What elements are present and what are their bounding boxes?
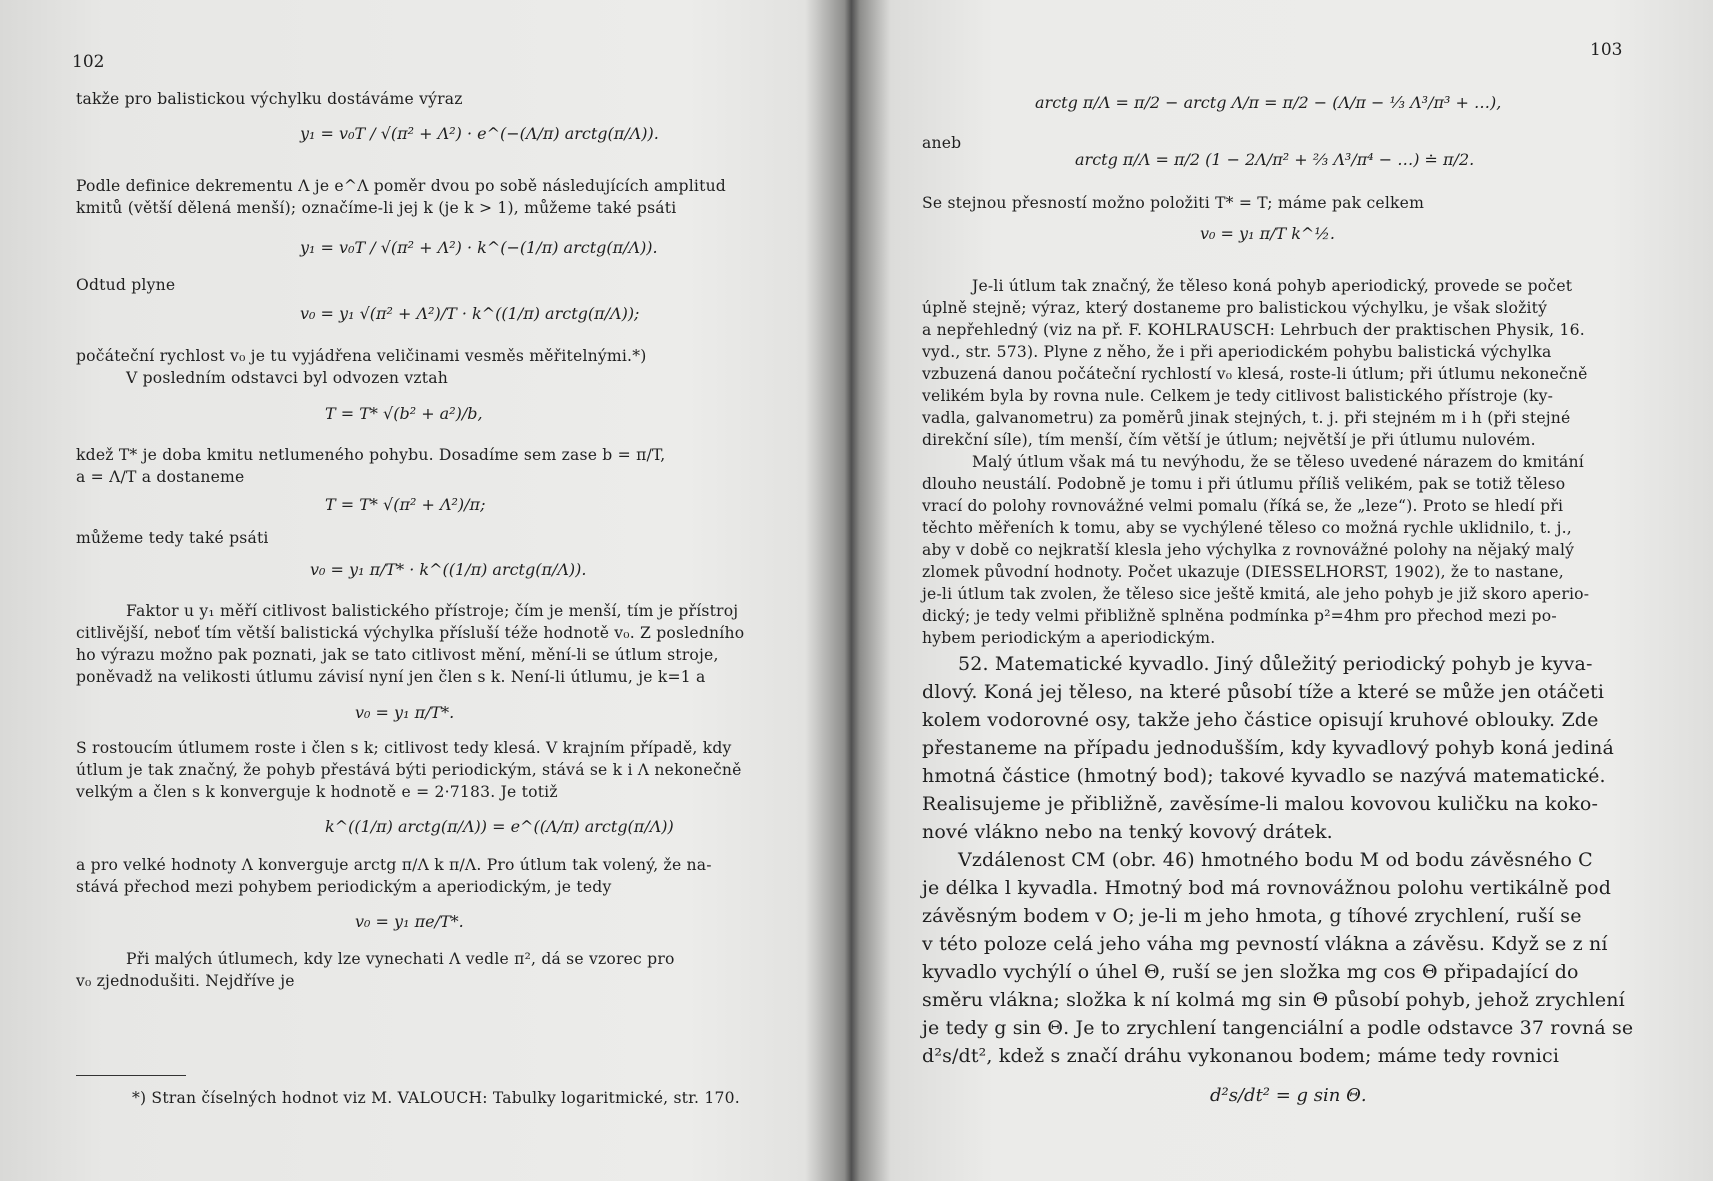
formula: arctg π/Λ = π/2 − arctg Λ/π = π/2 − (Λ/π − ⅓ Λ³/π³ + …),: [1035, 93, 1502, 112]
formula: d²s/dt² = g sin Θ.: [1210, 1085, 1367, 1106]
formula: v₀ = y₁ π/T k^½.: [1200, 224, 1335, 243]
text-line: úplně stejně; výraz, který dostaneme pro balistickou výchylku, je však složitý: [922, 299, 1548, 317]
formula: T = T* √(b² + a²)/b,: [325, 404, 483, 423]
formula: v₀ = y₁ πe/T*.: [355, 912, 464, 931]
formula: y₁ = v₀T / √(π² + Λ²) · k^(−(1/π) arctg(π/Λ)).: [300, 238, 658, 257]
text-line: dlový. Koná jej těleso, na které působí tíže a které se může jen otáčeti: [922, 681, 1605, 703]
formula: v₀ = y₁ √(π² + Λ²)/T · k^((1/π) arctg(π/Λ));: [300, 304, 640, 323]
text-line: těchto měřeních k tomu, aby se vychýlené těleso co možná rychle uklidnilo, t. j.,: [922, 519, 1572, 537]
text-line: závěsným bodem v O; je-li m jeho hmota, g tíhové zrychlení, ruší se: [922, 905, 1582, 927]
text-line: můžeme tedy také psáti: [76, 529, 269, 547]
text-line: Podle definice dekrementu Λ je e^Λ poměr dvou po sobě následujících amplitud: [76, 177, 726, 195]
footnote-rule: [76, 1075, 186, 1076]
text-line: dlouho neustálí. Podobně je tomu i při útlumu příliš velikém, pak se totiž těleso: [922, 475, 1566, 493]
text-line: aby v době co nejkratší klesla jeho výchylka z rovnovážné polohy na nějaký malý: [922, 541, 1575, 559]
text-line: je tedy g sin Θ. Je to zrychlení tangenciální a podle odstavce 37 rovná se: [922, 1017, 1634, 1039]
page-number: 102: [72, 52, 105, 72]
footnote: *) Stran číselných hodnot viz M. VALOUCH: Tabulky logaritmické, str. 170.: [132, 1089, 740, 1107]
text-line: vyd., str. 573). Plyne z něho, že i při aperiodickém pohybu balistická výchylka: [922, 343, 1552, 361]
text-line: počáteční rychlost v₀ je tu vyjádřena veličinami vesměs měřitelnými.*): [76, 347, 647, 365]
text-line: stává přechod mezi pohybem periodickým a aperiodickým, je tedy: [76, 878, 612, 896]
text-line: útlum je tak značný, že pohyb přestává býti periodickým, stává se k i Λ nekonečně: [76, 761, 742, 779]
text-line: kmitů (větší dělená menší); označíme-li jej k (je k > 1), můžeme také psáti: [76, 199, 677, 217]
formula: v₀ = y₁ π/T* · k^((1/π) arctg(π/Λ)).: [310, 560, 587, 579]
text-line: direkční síle), tím menší, čím větší je útlum; největší je při útlumu nulovém.: [922, 431, 1536, 449]
text-line: vadla, galvanometru) za poměrů jinak stejných, t. j. při stejném m i h (při stejné: [922, 409, 1571, 427]
text-line: Odtud plyne: [76, 276, 176, 294]
text-line: Vzdálenost CM (obr. 46) hmotného bodu M od bodu závěsného C: [958, 849, 1593, 871]
text-line: d²s/dt², kdež s značí dráhu vykonanou bodem; máme tedy rovnici: [922, 1045, 1560, 1067]
text-line: hmotná částice (hmotný bod); takové kyvadlo se nazývá matematické.: [922, 765, 1606, 787]
text-line: nové vlákno nebo na tenký kovový drátek.: [922, 821, 1333, 843]
text-line: velikém byla by rovna nule. Celkem je tedy citlivost balistického přístroje (ky-: [922, 387, 1554, 405]
formula: T = T* √(π² + Λ²)/π;: [325, 495, 486, 514]
text-line: dický; je tedy velmi přibližně splněna podmínka p²=4hm pro přechod mezi po-: [922, 607, 1557, 625]
text-line: Je-li útlum tak značný, že těleso koná pohyb aperiodický, provede se počet: [972, 277, 1573, 295]
right-page: [850, 0, 1713, 1181]
text-line: zlomek původní hodnoty. Počet ukazuje (DIESSELHORST, 1902), že to nastane,: [922, 563, 1564, 581]
left-page: [0, 0, 850, 1181]
text-line: velkým a člen s k konverguje k hodnotě e = 2·7183. Je totiž: [76, 783, 558, 801]
aneb-label: aneb: [922, 134, 962, 152]
text-line: Malý útlum však má tu nevýhodu, že se těleso uvedené nárazem do kmitání: [972, 453, 1584, 471]
text-line: Faktor u y₁ měří citlivost balistického přístroje; čím je menší, tím je přístroj: [126, 602, 739, 620]
text-line: kolem vodorovné osy, takže jeho částice opisují kruhové oblouky. Zde: [922, 709, 1599, 731]
text-line: v₀ zjednodušiti. Nejdříve je: [76, 972, 295, 990]
text-line: je-li útlum tak zvolen, že těleso sice ještě kmitá, ale jeho pohyb je již skoro aperio-: [922, 585, 1590, 603]
text-line: a pro velké hodnoty Λ konverguje arctg π/Λ k π/Λ. Pro útlum tak volený, že na-: [76, 856, 712, 874]
text-line: vrací do polohy rovnovážné velmi pomalu (říká se, že „leze“). Proto se hledí při: [922, 497, 1564, 515]
text-line: Realisujeme je přibližně, zavěsíme-li malou kovovou kuličku na koko-: [922, 793, 1599, 815]
text-line: citlivější, neboť tím větší balistická výchylka přísluší téže hodnotě v₀. Z posledního: [76, 624, 745, 642]
text-line: vzbuzená danou počáteční rychlostí v₀ klesá, roste-li útlum; při útlumu nekonečně: [922, 365, 1588, 383]
text-line: v této poloze celá jeho váha mg pevností vlákna a závěsu. Když se z ní: [922, 933, 1608, 955]
text-line: kyvadlo vychýlí o úhel Θ, ruší se jen složka mg cos Θ připadající do: [922, 961, 1579, 983]
formula: k^((1/π) arctg(π/Λ)) = e^((Λ/π) arctg(π/Λ)): [325, 817, 674, 836]
formula: arctg π/Λ = π/2 (1 − 2Λ/π² + ⅔ Λ³/π⁴ − …) ≐ π/2.: [1075, 150, 1475, 169]
text-line: ho výrazu možno pak poznati, jak se tato citlivost mění, mění-li se útlum stroje,: [76, 646, 719, 664]
text-line: a = Λ/T a dostaneme: [76, 468, 245, 486]
text-line: směru vlákna; složka k ní kolmá mg sin Θ působí pohyb, jehož zrychlení: [922, 989, 1625, 1011]
formula: y₁ = v₀T / √(π² + Λ²) · e^(−(Λ/π) arctg(π/Λ)).: [300, 124, 659, 143]
page-number: 103: [1590, 40, 1623, 60]
text-line: V posledním odstavci byl odvozen vztah: [126, 369, 448, 387]
text-line: poněvadž na velikosti útlumu závisí nyní jen člen s k. Není-li útlumu, je k=1 a: [76, 668, 706, 686]
text-line: S rostoucím útlumem roste i člen s k; citlivost tedy klesá. V krajním případě, kdy: [76, 739, 732, 757]
section-heading-line: 52. Matematické kyvadlo. Jiný důležitý periodický pohyb je kyva-: [958, 653, 1593, 675]
text-line: Při malých útlumech, kdy lze vynechati Λ vedle π², dá se vzorec pro: [126, 950, 675, 968]
text-line: hybem periodickým a aperiodickým.: [922, 629, 1216, 647]
text-line: kdež T* je doba kmitu netlumeného pohybu. Dosadíme sem zase b = π/T,: [76, 446, 666, 464]
text-line: je délka l kyvadla. Hmotný bod má rovnovážnou polohu vertikálně pod: [922, 877, 1612, 899]
text-line: Se stejnou přesností možno položiti T* = T; máme pak celkem: [922, 194, 1425, 212]
text-line: přestaneme na případu jednodušším, kdy kyvadlový pohyb koná jediná: [922, 737, 1614, 759]
formula: v₀ = y₁ π/T*.: [355, 703, 455, 722]
text-line: takže pro balistickou výchylku dostáváme výraz: [76, 90, 463, 108]
text-line: a nepřehledný (viz na př. F. KOHLRAUSCH: Lehrbuch der praktischen Physik, 16.: [922, 321, 1585, 339]
